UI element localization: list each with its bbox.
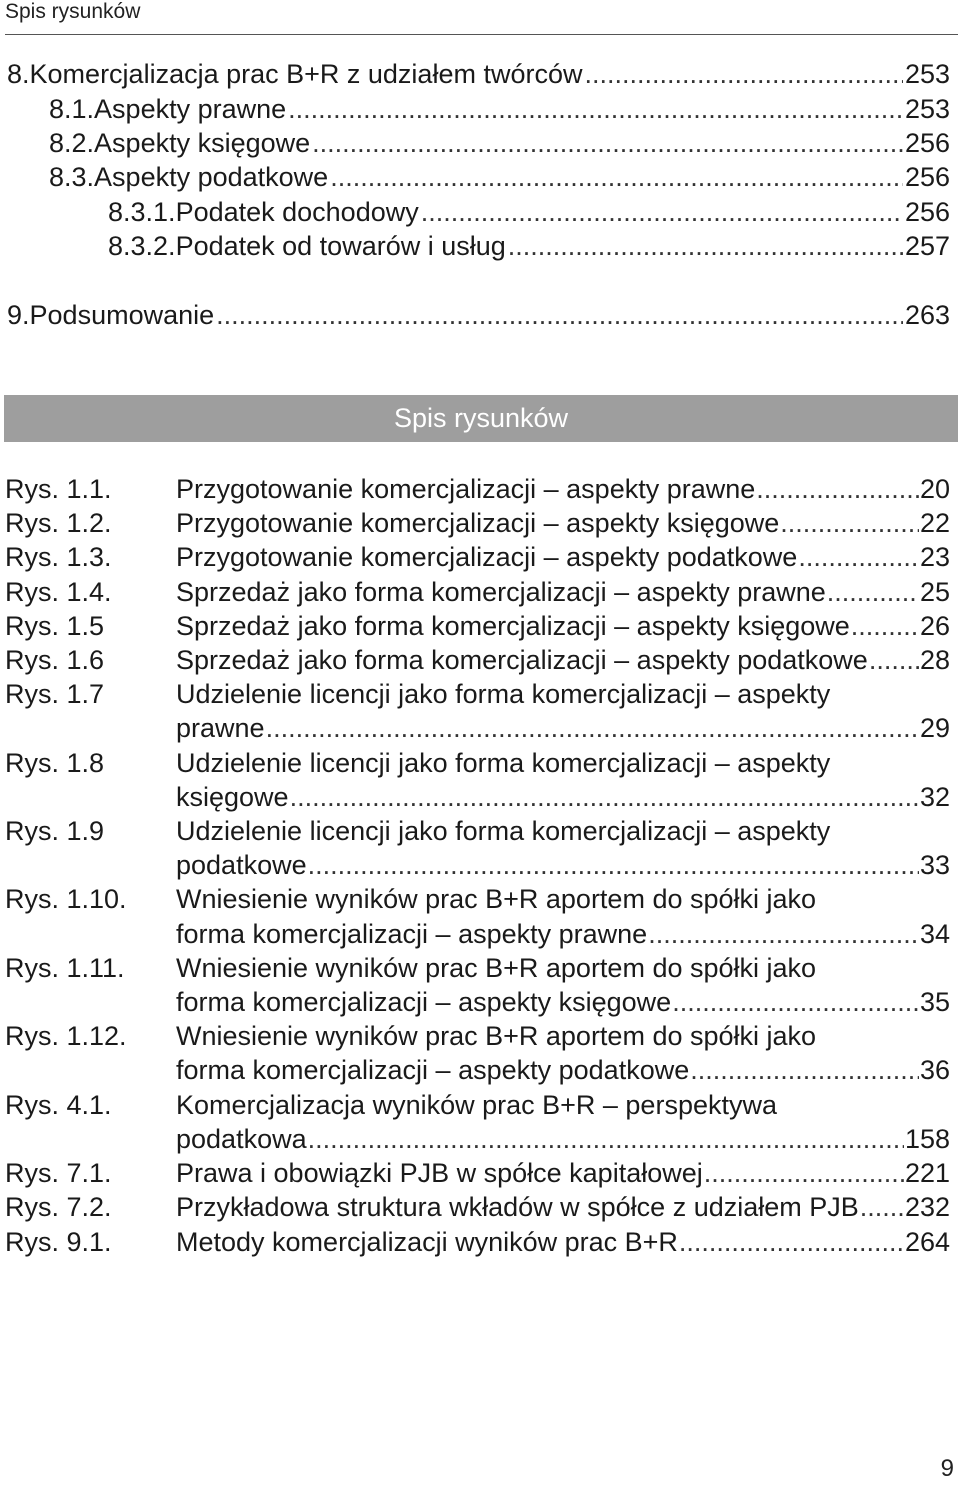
toc-entry-page: 253 <box>904 94 950 124</box>
toc-entry-title: Aspekty prawne <box>94 94 287 124</box>
figure-entry[interactable] <box>176 848 950 882</box>
toc-entry-title: Podsumowanie <box>29 300 215 330</box>
dot-leader <box>312 126 903 160</box>
toc-entry-title: Komercjalizacja prac B+R z udziałem twórców <box>29 59 583 89</box>
figure-number: Rys. 1.9 <box>5 816 105 846</box>
page-number: 9 <box>940 1455 954 1482</box>
figure-number: Rys. 1.4. <box>5 577 112 607</box>
figure-title: Wniesienie wyników prac B+R aportem do spółki jako <box>176 953 817 983</box>
toc-entry[interactable] <box>7 57 950 91</box>
figure-page: 32 <box>919 782 950 812</box>
figure-page: 33 <box>919 850 950 880</box>
figure-entry[interactable] <box>176 780 950 814</box>
toc-entry-title: Aspekty podatkowe <box>94 162 329 192</box>
figure-entry[interactable] <box>176 1156 950 1190</box>
figure-title-continued: forma komercjalizacji – aspekty księgowe <box>176 987 672 1017</box>
figure-page: 35 <box>919 987 950 1017</box>
figure-number: Rys. 7.2. <box>5 1192 112 1222</box>
figure-title: Wniesienie wyników prac B+R aportem do spółki jako <box>176 1021 817 1051</box>
figure-title: Metody komercjalizacji wyników prac B+R <box>176 1227 678 1257</box>
figure-entry[interactable] <box>176 1225 950 1259</box>
toc-entry-number: 8.1. <box>49 94 95 124</box>
figure-number: Rys. 1.2. <box>5 508 112 538</box>
figure-number: Rys. 1.12. <box>5 1021 127 1051</box>
dot-leader <box>690 1053 919 1087</box>
figure-title-line1 <box>176 1088 950 1122</box>
figure-entry[interactable] <box>176 1122 950 1156</box>
toc-entry[interactable] <box>49 92 950 126</box>
figure-title-line1 <box>176 814 950 848</box>
figure-entry[interactable] <box>176 985 950 1019</box>
figure-number: Rys. 1.1. <box>5 474 112 504</box>
figure-number: Rys. 1.8 <box>5 748 105 778</box>
dot-leader <box>330 160 903 194</box>
figure-title-line1 <box>176 882 950 916</box>
dot-leader <box>827 575 919 609</box>
dot-leader <box>288 92 903 126</box>
toc-entry-number: 8.2. <box>49 128 95 158</box>
figure-page: 232 <box>904 1192 950 1222</box>
running-head-title: Spis rysunków <box>5 0 141 23</box>
figure-title-line1 <box>176 746 950 780</box>
figure-page: 264 <box>904 1227 950 1257</box>
figure-entry[interactable] <box>176 609 950 643</box>
toc-entry-page: 256 <box>904 197 950 227</box>
toc-entry-title: Podatek od towarów i usług <box>175 231 506 261</box>
figure-page: 29 <box>919 713 950 743</box>
figure-entry[interactable] <box>176 1053 950 1087</box>
figure-entry[interactable] <box>176 917 950 951</box>
figure-page: 34 <box>919 919 950 949</box>
figure-title-line1 <box>176 951 950 985</box>
figure-title-continued: prawne <box>176 713 265 743</box>
dot-leader <box>308 848 919 882</box>
figure-number: Rys. 1.3. <box>5 542 112 572</box>
figure-title: Przykładowa struktura wkładów w spółce z udziałem PJB <box>176 1192 859 1222</box>
figure-entry[interactable] <box>176 1190 950 1224</box>
dot-leader <box>860 1190 904 1224</box>
figure-title: Prawa i obowiązki PJB w spółce kapitałowej <box>176 1158 703 1188</box>
dot-leader <box>421 195 903 229</box>
dot-leader <box>672 985 919 1019</box>
section-title: Spis rysunków <box>393 403 569 433</box>
figure-entry[interactable] <box>176 540 950 574</box>
dot-leader <box>780 506 919 540</box>
toc-entry-title: Aspekty księgowe <box>94 128 311 158</box>
figure-title-continued: księgowe <box>176 782 289 812</box>
toc-entry[interactable] <box>49 126 950 160</box>
toc-entry-number: 9. <box>7 300 30 330</box>
toc-entry-number: 8.3.1. <box>108 197 176 227</box>
figure-title: Wniesienie wyników prac B+R aportem do spółki jako <box>176 884 817 914</box>
figure-title: Sprzedaż jako forma komercjalizacji – aspekty prawne <box>176 577 826 607</box>
figure-entry[interactable] <box>176 506 950 540</box>
figure-number: Rys. 1.7 <box>5 679 105 709</box>
figure-number: Rys. 7.1. <box>5 1158 112 1188</box>
figure-number: Rys. 4.1. <box>5 1090 112 1120</box>
toc-entry[interactable] <box>7 298 950 332</box>
figure-title-continued: forma komercjalizacji – aspekty prawne <box>176 919 648 949</box>
figure-title: Przygotowanie komercjalizacji – aspekty księgowe <box>176 508 780 538</box>
figure-title: Sprzedaż jako forma komercjalizacji – aspekty księgowe <box>176 611 850 641</box>
figure-number: Rys. 1.5 <box>5 611 105 641</box>
toc-entry-number: 8.3.2. <box>108 231 176 261</box>
figure-title: Udzielenie licencji jako forma komercjalizacji – aspekty <box>176 679 831 709</box>
dot-leader <box>648 917 919 951</box>
figure-title: Sprzedaż jako forma komercjalizacji – aspekty podatkowe <box>176 645 868 675</box>
figure-page: 158 <box>904 1124 950 1154</box>
toc-entry[interactable] <box>108 195 950 229</box>
dot-leader <box>798 540 919 574</box>
toc-entry-page: 263 <box>904 300 950 330</box>
figure-title: Udzielenie licencji jako forma komercjalizacji – aspekty <box>176 816 831 846</box>
figure-title: Udzielenie licencji jako forma komercjalizacji – aspekty <box>176 748 831 778</box>
figure-entry[interactable] <box>176 472 950 506</box>
figure-page: 25 <box>919 577 950 607</box>
figure-page: 22 <box>919 508 950 538</box>
figure-entry[interactable] <box>176 575 950 609</box>
dot-leader <box>216 298 903 332</box>
toc-entry-title: Podatek dochodowy <box>175 197 419 227</box>
figure-page: 28 <box>919 645 950 675</box>
dot-leader <box>869 643 919 677</box>
toc-entry[interactable] <box>108 229 950 263</box>
dot-leader <box>851 609 919 643</box>
dot-leader <box>508 229 903 263</box>
dot-leader <box>266 711 919 745</box>
figure-title-continued: podatkowe <box>176 850 307 880</box>
figure-title-line1 <box>176 1019 950 1053</box>
dot-leader <box>679 1225 904 1259</box>
section-header-band <box>4 395 958 442</box>
figure-entry[interactable] <box>176 643 950 677</box>
toc-entry-page: 257 <box>904 231 950 261</box>
figure-entry[interactable] <box>176 711 950 745</box>
figure-number: Rys. 9.1. <box>5 1227 112 1257</box>
figure-title-continued: forma komercjalizacji – aspekty podatkowe <box>176 1055 690 1085</box>
toc-entry-page: 256 <box>904 128 950 158</box>
toc-entry-page: 256 <box>904 162 950 192</box>
figure-page: 23 <box>919 542 950 572</box>
dot-leader <box>290 780 919 814</box>
figure-page: 221 <box>904 1158 950 1188</box>
toc-entry-number: 8.3. <box>49 162 95 192</box>
figure-title: Komercjalizacja wyników prac B+R – perspektywa <box>176 1090 777 1120</box>
figure-number: Rys. 1.10. <box>5 884 127 914</box>
figure-title-continued: podatkowa <box>176 1124 307 1154</box>
figure-title: Przygotowanie komercjalizacji – aspekty prawne <box>176 474 756 504</box>
figure-page: 26 <box>919 611 950 641</box>
dot-leader <box>704 1156 904 1190</box>
toc-entry-number: 8. <box>7 59 30 89</box>
figure-title: Przygotowanie komercjalizacji – aspekty podatkowe <box>176 542 798 572</box>
figure-title-line1 <box>176 677 950 711</box>
dot-leader <box>308 1122 904 1156</box>
toc-entry-page: 253 <box>904 59 950 89</box>
figure-number: Rys. 1.11. <box>5 953 125 983</box>
figure-page: 20 <box>919 474 950 504</box>
figure-page: 36 <box>919 1055 950 1085</box>
figure-number: Rys. 1.6 <box>5 645 105 675</box>
dot-leader <box>756 472 919 506</box>
dot-leader <box>584 57 902 91</box>
toc-entry[interactable] <box>49 160 950 194</box>
header-rule <box>5 34 958 35</box>
